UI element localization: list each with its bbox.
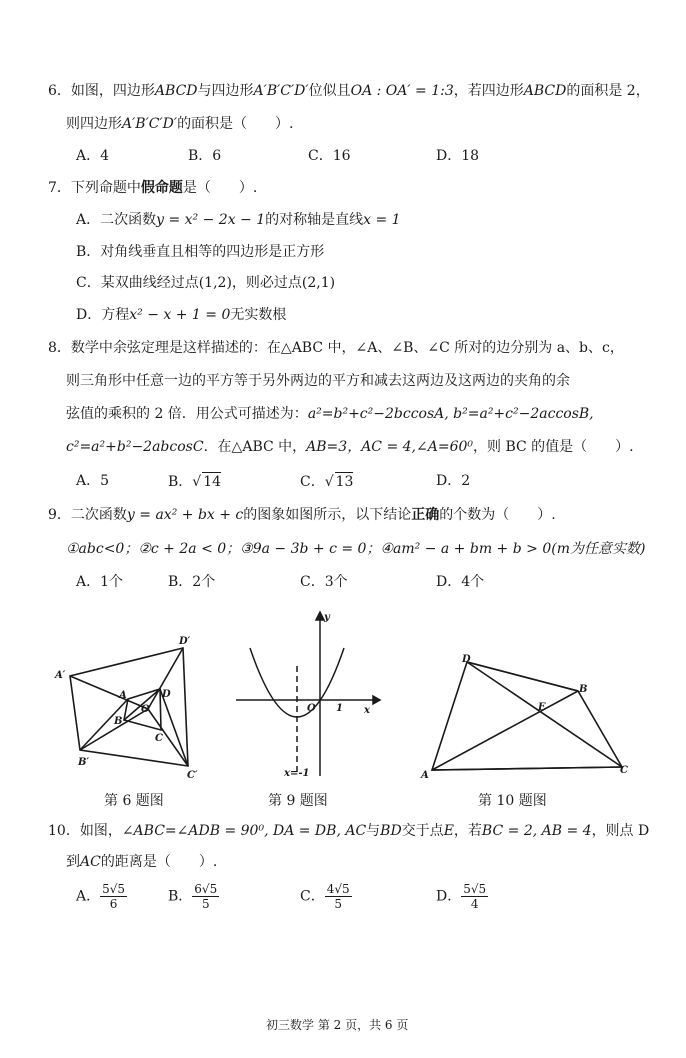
fig6-label-a: A — [119, 690, 127, 701]
q6-option-a[interactable]: A．4 — [76, 148, 110, 164]
fig6-label-d: D — [162, 689, 171, 700]
q6-option-d[interactable]: D．18 — [436, 148, 480, 164]
q7-option-b[interactable]: B．对角线垂直且相等的四边形是正方形 — [76, 244, 325, 260]
fig6-label-dp: D′ — [179, 636, 191, 647]
q9-option-b[interactable]: B．2个 — [168, 574, 216, 590]
fig6-label-c: C — [155, 733, 163, 744]
q7-option-d[interactable]: D．方程x² − x + 1 = 0无实数根 — [76, 307, 287, 323]
q10-option-c[interactable]: C． $\frac{4√5}{5}$ — [300, 882, 350, 911]
fig9-x-arrow — [373, 696, 380, 704]
q7-stem: 7．下列命题中假命题是（ ）. — [48, 180, 258, 196]
fig10-diag-ac — [432, 767, 622, 770]
q6-option-c[interactable]: C．16 — [308, 148, 351, 164]
fig6-label-cp: C′ — [187, 770, 198, 781]
fig10-label-a: A — [421, 770, 429, 781]
q6-number: 6． — [48, 83, 71, 99]
fig6-outer-quad — [70, 648, 188, 766]
q10-option-d[interactable]: D． $\frac{5√5}{4}$ — [436, 882, 487, 911]
fig9-caption: 第 9 题图 — [268, 793, 328, 809]
fig9-label-xline: x=-1 — [284, 768, 310, 779]
q6-line2: 则四边形A′B′C′D′的面积是（ ）. — [66, 116, 294, 132]
fig6-extra-3 — [160, 689, 188, 766]
fig10-diag-dc — [467, 662, 622, 767]
fig6-label-ap: A′ — [55, 670, 66, 681]
fig10-label-c: C — [620, 765, 628, 776]
q8-option-d[interactable]: D．2 — [436, 473, 471, 489]
fig9-label-one: 1 — [336, 703, 343, 714]
fig9-label-o: O — [307, 703, 316, 714]
q8-option-b[interactable]: B．√ 14 — [168, 472, 221, 491]
q8-line3: 弦值的乘积的 2 倍．用公式可描述为：a²=b²+c²−2bccosA, b²=a²+c²−2accosB, — [66, 406, 594, 422]
q8-line2: 则三角形中任意一边的平方等于另外两边的平方和减去这两边及这两边的夹角的余 — [66, 373, 570, 389]
fig6-caption: 第 6 题图 — [104, 793, 164, 809]
fig6-ray-c — [148, 709, 188, 766]
q7-option-c[interactable]: C．某双曲线经过点(1,2)，则必过点(2,1) — [76, 275, 336, 291]
q9-option-c[interactable]: C．3个 — [300, 574, 348, 590]
q10-option-a[interactable]: A． $\frac{5√5}{6}$ — [76, 882, 126, 911]
q9-option-a[interactable]: A．1个 — [76, 574, 124, 590]
q9-option-d[interactable]: D．4个 — [436, 574, 485, 590]
fig10-diag-db — [467, 662, 578, 691]
q8-line1: 8．数学中余弦定理是这样描述的：在△ABC 中，∠A、∠B、∠C 所对的边分别为 a、b、c， — [48, 340, 624, 356]
q9-stem: 9．二次函数y = ax² + bx + c的图象如图所示，以下结论正确的个数为（ ）. — [48, 507, 556, 523]
fig10-label-e: E — [538, 702, 546, 713]
q10-line2: 到AC的距离是（ ）. — [66, 854, 218, 870]
q10-number: 10． — [48, 823, 80, 839]
fig6-label-b: B — [114, 716, 123, 727]
q10-line1: 10．如图，∠ABC=∠ADB = 90⁰, DA = DB, AC与BD交于点E，若BC = 2, AB = 4，则点 D — [48, 823, 650, 839]
q6-line1: 6．如图，四边形ABCD与四边形A′B′C′D′位似且OA : OA′ = 1:3，若四边形ABCD的面积是 2， — [48, 83, 650, 99]
page-footer: 初三数学 第 2 页，共 6 页 — [266, 1018, 409, 1032]
q7-option-a[interactable]: A．二次函数y = x² − 2x − 1的对称轴是直线x = 1 — [76, 212, 401, 228]
fig6-ray-a — [70, 676, 148, 709]
q9-number: 9． — [48, 507, 71, 523]
fig10-label-d: D — [462, 654, 471, 665]
fig9-y-arrow — [316, 612, 324, 620]
q8-line4: c²=a²+b²−2abcosC．在△ABC 中，AB=3，AC = 4,∠A=60⁰，则 BC 的值是（ ）. — [66, 439, 634, 455]
q7-number: 7． — [48, 180, 71, 196]
q9-conclusions: ①abc<0；②c + 2a < 0；③9a − 3b + c = 0；④am² − a + bm + b > 0(m为任意实数) — [66, 541, 646, 557]
fig6-label-bp: B′ — [78, 757, 90, 768]
q10-option-b[interactable]: B． $\frac{6√5}{5}$ — [168, 882, 218, 911]
fig10-caption: 第 10 题图 — [478, 793, 547, 809]
q6-option-b[interactable]: B．6 — [188, 148, 222, 164]
fig9-label-x: x — [364, 705, 370, 716]
fig9-label-y: y — [324, 612, 330, 623]
q8-option-c[interactable]: C．√ 13 — [300, 472, 353, 491]
q8-option-a[interactable]: A．5 — [76, 473, 110, 489]
fig6-label-o: O — [141, 704, 150, 715]
q8-number: 8． — [48, 340, 71, 356]
fig10-label-b: B — [579, 684, 588, 695]
